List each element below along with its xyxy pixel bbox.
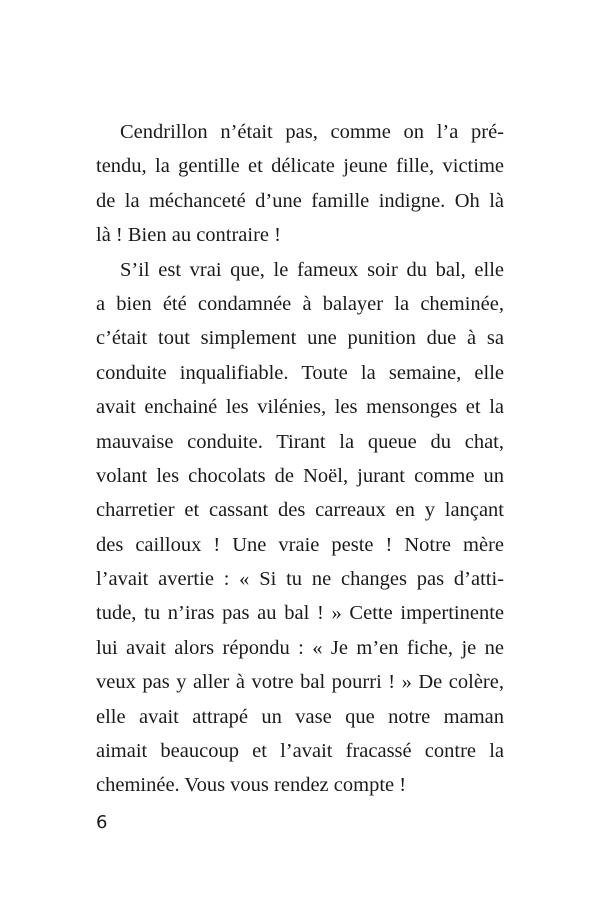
text-line: volant les chocolats de Noël, jurant comme un — [96, 464, 504, 487]
text-line: l’avait avertie : « Si tu ne changes pas d’atti- — [96, 568, 504, 591]
text-line: là ! Bien au contraire ! — [96, 224, 281, 247]
text-line: tendu, la gentille et délicate jeune fille, victime — [96, 155, 504, 178]
text-line: conduite inqualifiable. Toute la semaine, elle — [96, 361, 504, 384]
text-line: charretier et cassant des carreaux en y lançant — [96, 499, 504, 522]
text-line: Cendrillon n’était pas, comme on l’a pré- — [120, 121, 504, 143]
text-line: cheminée. Vous vous rendez compte ! — [96, 774, 407, 797]
text-line: veux pas y aller à votre bal pourri ! » De colère, — [96, 671, 504, 694]
text-line: tude, tu n’iras pas au bal ! » Cette impertinente — [96, 602, 504, 625]
text-line: avait enchainé les vilénies, les mensonges et la — [96, 396, 504, 419]
text-line: c’était tout simplement une punition due à sa — [96, 327, 504, 350]
text-line: S’il est vrai que, le fameux soir du bal, elle — [120, 258, 504, 281]
text-line: lui avait alors répondu : « Je m’en fiche, je ne — [96, 636, 504, 659]
text-line: elle avait attrapé un vase que notre maman — [96, 705, 504, 728]
text-line: aimait beaucoup et l’avait fracassé contre la — [96, 740, 504, 763]
text-line: a bien été condamnée à balayer la cheminée, — [96, 292, 504, 315]
page-number: 6 — [96, 812, 108, 833]
text-line: des cailloux ! Une vraie peste ! Notre mère — [96, 533, 504, 556]
text-line: de la méchanceté d’une famille indigne. Oh là — [96, 189, 504, 212]
text-line: mauvaise conduite. Tirant la queue du chat, — [96, 430, 504, 453]
book-page-text — [96, 115, 504, 803]
